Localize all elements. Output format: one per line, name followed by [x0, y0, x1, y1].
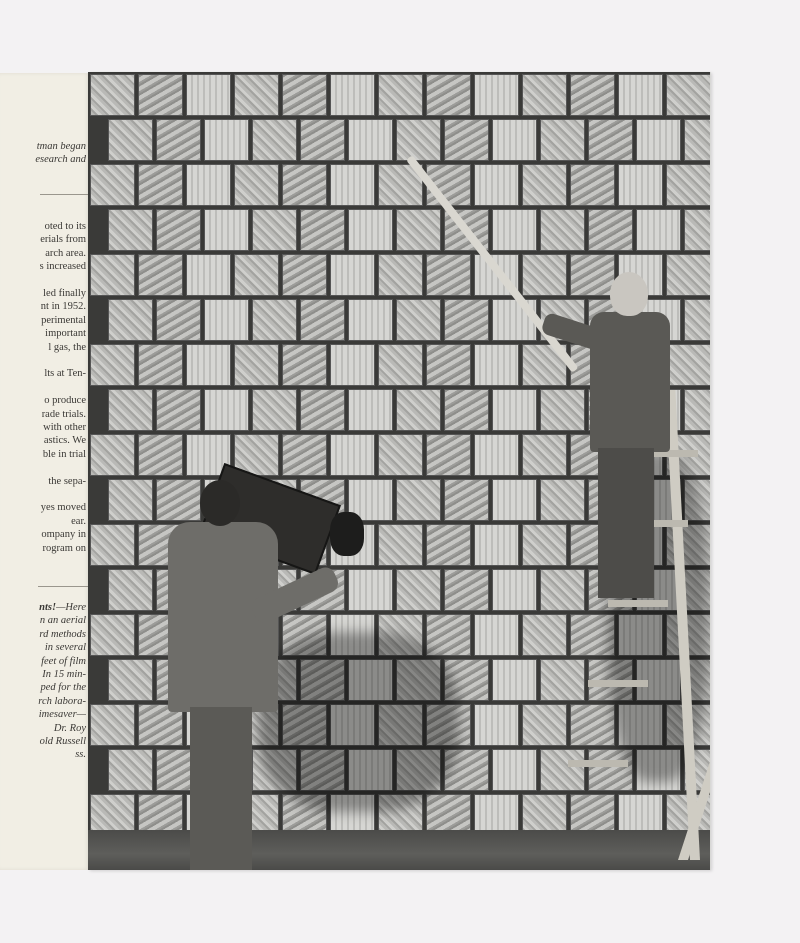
text-line: oted to its: [44, 221, 86, 232]
film-can-tile: [684, 299, 710, 341]
film-can-tile: [282, 164, 327, 206]
film-can-tile: [348, 389, 393, 431]
film-can-tile: [108, 749, 153, 791]
man-holding-film: [150, 472, 340, 870]
film-can-tile: [540, 119, 585, 161]
film-can-tile: [108, 479, 153, 521]
text-line: ss.: [75, 749, 86, 761]
film-can-tile: [90, 434, 135, 476]
film-can-tile: [378, 344, 423, 386]
paragraph-gap: [40, 354, 86, 367]
film-can-tile: [522, 74, 567, 116]
film-can-row: [88, 72, 710, 116]
film-can-tile: [492, 119, 537, 161]
film-can-tile: [426, 254, 471, 296]
film-can-tile: [396, 389, 441, 431]
film-can-tile: [90, 74, 135, 116]
caption-lead: nts!: [39, 602, 57, 613]
film-can-tile: [90, 344, 135, 386]
text-line: ear.: [71, 515, 86, 527]
ladder-rung: [588, 680, 648, 687]
film-can-tile: [492, 209, 537, 251]
ladder-rung: [568, 760, 628, 767]
film-can-tile: [444, 299, 489, 341]
film-can-tile: [300, 209, 345, 251]
film-can-tile: [348, 209, 393, 251]
intro-paragraph: [35, 140, 86, 167]
film-can-tile: [666, 74, 710, 116]
film-can-tile: [348, 569, 393, 611]
film-can-tile: [186, 254, 231, 296]
film-can-tile: [138, 74, 183, 116]
paragraph-gap: [40, 274, 86, 287]
film-can-tile: [138, 344, 183, 386]
film-can-tile: [282, 344, 327, 386]
film-can-tile: [426, 614, 471, 656]
photo-caption: [38, 601, 86, 762]
film-can-tile: [444, 389, 489, 431]
text-line: important: [45, 328, 86, 340]
film-can-tile: [138, 254, 183, 296]
text-line: nt in 1952.: [40, 301, 86, 313]
film-can-tile: [90, 704, 135, 746]
film-can-tile: [252, 119, 297, 161]
film-can-tile: [234, 254, 279, 296]
man-on-ladder: [550, 272, 680, 612]
film-can-tile: [378, 74, 423, 116]
divider-rule: [38, 586, 88, 587]
film-can-tile: [618, 74, 663, 116]
film-can-tile: [204, 389, 249, 431]
torso: [590, 312, 670, 452]
film-can-tile: [348, 299, 393, 341]
text-line: erials from: [40, 234, 86, 246]
film-can-tile: [570, 74, 615, 116]
film-can-tile: [282, 74, 327, 116]
text-line: in several: [44, 642, 86, 654]
film-can-tile: [108, 659, 153, 701]
film-can-tile: [426, 524, 471, 566]
text-line: s increased: [39, 261, 86, 273]
film-can-tile: [156, 389, 201, 431]
film-can-tile: [396, 569, 441, 611]
film-can-tile: [396, 119, 441, 161]
film-can-tile: [156, 209, 201, 251]
film-can-tile: [234, 344, 279, 386]
film-can-tile: [666, 164, 710, 206]
text-line: tman began: [36, 141, 86, 152]
film-can-tile: [90, 614, 135, 656]
film-can-row: [88, 207, 710, 251]
text-line: arch area.: [45, 247, 86, 259]
film-can-tile: [204, 209, 249, 251]
text-line: perimental: [41, 314, 86, 326]
paragraph-gap: [40, 381, 86, 394]
film-can-tile: [252, 209, 297, 251]
text-line: feet of film: [41, 655, 86, 667]
text-line: In 15 min-: [42, 669, 86, 681]
film-can-tile: [204, 299, 249, 341]
text-line: Dr. Roy: [53, 722, 86, 734]
film-can-tile: [300, 119, 345, 161]
head: [610, 272, 648, 316]
film-can-tile: [588, 209, 633, 251]
film-can-row: [88, 162, 710, 206]
film-can-tile: [636, 209, 681, 251]
legs: [190, 707, 252, 870]
film-can-tile: [474, 524, 519, 566]
paragraph-gap: [40, 488, 86, 501]
film-can-tile: [636, 119, 681, 161]
film-can-tile: [684, 209, 710, 251]
film-can-tile: [378, 434, 423, 476]
film-can-tile: [282, 434, 327, 476]
text-line: yes moved: [40, 502, 86, 514]
body-paragraphs: [40, 220, 86, 555]
text-line: the sepa-: [48, 475, 86, 487]
film-can-tile: [378, 254, 423, 296]
text-line: astics. We: [43, 435, 86, 447]
film-can-tile: [234, 164, 279, 206]
film-can-tile: [186, 344, 231, 386]
film-can-tile: [474, 614, 519, 656]
film-can-tile: [588, 119, 633, 161]
film-can-tile: [378, 524, 423, 566]
film-can-tile: [330, 164, 375, 206]
left-page-text-column: [0, 73, 90, 870]
film-can-tile: [186, 164, 231, 206]
film-can-tile: [108, 119, 153, 161]
film-can-tile: [282, 254, 327, 296]
film-can-tile: [444, 569, 489, 611]
text-line: rade trials.: [41, 408, 86, 420]
film-can-tile: [426, 344, 471, 386]
film-can-tile: [474, 434, 519, 476]
film-can-tile: [90, 524, 135, 566]
film-can-tile: [108, 569, 153, 611]
film-can-tile: [108, 299, 153, 341]
film-can-tile: [684, 119, 710, 161]
text-line: rch labora-: [38, 695, 86, 707]
film-can-tile: [444, 479, 489, 521]
head: [200, 480, 240, 526]
divider-rule: [40, 194, 90, 195]
legs: [598, 448, 654, 598]
film-can-tile: [396, 479, 441, 521]
film-can-tile: [300, 389, 345, 431]
film-can-tile: [204, 119, 249, 161]
film-can-tile: [426, 434, 471, 476]
text-line: o produce: [44, 395, 86, 407]
film-can-tile: [348, 119, 393, 161]
film-can-tile: [540, 209, 585, 251]
text-line: ped for the: [40, 682, 86, 694]
film-can-tile: [186, 74, 231, 116]
film-can-tile: [396, 299, 441, 341]
film-can-tile: [138, 434, 183, 476]
text-line: with other: [43, 422, 86, 434]
caption-first-line: [38, 601, 86, 614]
text-line: old Russell: [39, 736, 86, 748]
film-can-tile: [474, 704, 519, 746]
paragraph-gap: [40, 461, 86, 474]
film-can-tile: [330, 434, 375, 476]
film-can-tile: [90, 254, 135, 296]
text-line: imesaver—: [38, 709, 86, 721]
text-line: n an aerial: [39, 615, 86, 627]
text-line: —Here: [56, 602, 86, 613]
film-can-tile: [90, 164, 135, 206]
text-line: esearch and: [35, 154, 86, 166]
film-can-tile: [522, 164, 567, 206]
film-can-tile: [474, 74, 519, 116]
film-can-row: [88, 117, 710, 161]
text-line: ble in trial: [42, 448, 86, 460]
text-line: lts at Ten-: [44, 368, 86, 380]
photograph-film-can-wall: [88, 72, 710, 870]
film-can-tile: [234, 74, 279, 116]
film-can-tile: [618, 164, 663, 206]
text-line: led finally: [43, 288, 86, 300]
film-can-tile: [474, 164, 519, 206]
film-can-tile: [330, 254, 375, 296]
film-can-tile: [444, 119, 489, 161]
film-can-tile: [330, 344, 375, 386]
film-can-tile: [108, 209, 153, 251]
text-line: rogram on: [42, 542, 86, 554]
text-line: rd methods: [39, 628, 86, 640]
text-line: ompany in: [41, 529, 86, 541]
film-can-tile: [474, 344, 519, 386]
text-line: l gas, the: [48, 341, 86, 353]
film-can-tile: [330, 74, 375, 116]
film-can-tile: [570, 164, 615, 206]
film-can-tile: [396, 209, 441, 251]
film-can-tile: [252, 299, 297, 341]
film-can-tile: [426, 74, 471, 116]
film-can-tile: [138, 164, 183, 206]
film-can-tile: [108, 389, 153, 431]
film-can-tile: [156, 299, 201, 341]
film-can-tile: [156, 119, 201, 161]
film-can-tile: [252, 389, 297, 431]
film-can-tile: [300, 299, 345, 341]
